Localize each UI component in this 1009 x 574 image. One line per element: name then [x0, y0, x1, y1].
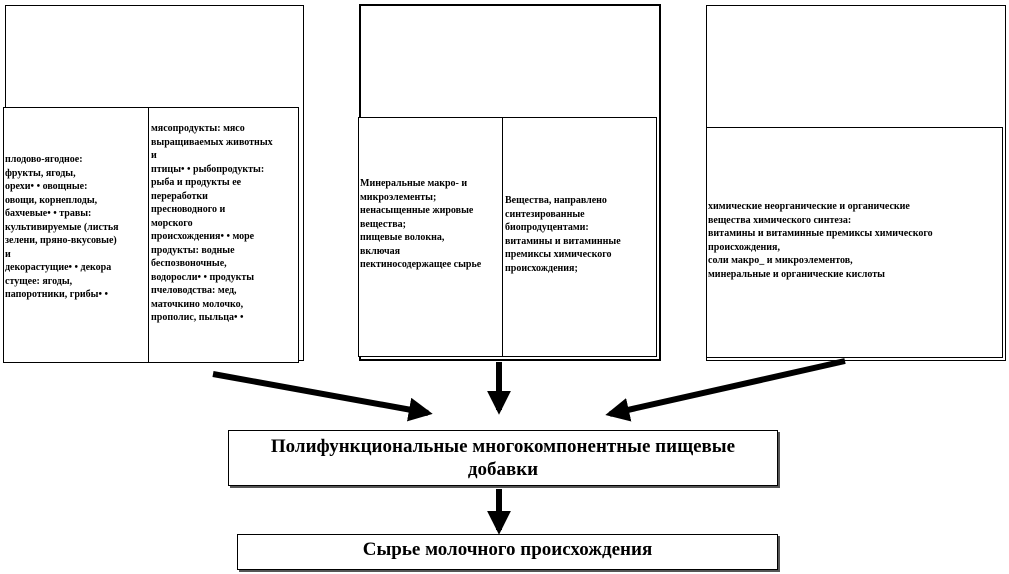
middle-group-minerals-text: Минеральные макро- и микроэлементы; ненасыщенные жировые вещества; пищевые волокна, включая пектиносодержащее сырье — [360, 178, 482, 270]
bottom-box-title: Сырье молочного происхождения — [362, 539, 653, 560]
right-group-chemical-text: химические неорганические и органические вещества химического синтеза: витамины и витаминные премиксы химического происхождения, соли макро_ и микроэлементов, минеральные и органические кислоты — [708, 201, 933, 280]
left-group-plant-text: плодово-ягодное: фрукты, ягоды, орехи• • овощные: овощи, корнеплоды, бахчевые• • травы: культивируемые (листья зелени, пряно-вкусовые) и декорастущие• • декора стущее: ягоды, папоротники, грибы• • — [5, 154, 119, 300]
center-box — [228, 430, 778, 486]
arrow-left-to-center — [213, 374, 428, 413]
center-box-title: Полифункциональные многокомпонентные пищевые добавки — [270, 436, 736, 480]
middle-group-biosynth-text: Вещества, направлено синтезированные биопродуцентами: витамины и витаминные премиксы химического происхождения; — [505, 195, 621, 274]
left-group-animal-text: мясопродукты: мясо выращиваемых животных и птицы• • рыбопродукты: рыба и продукты ее переработки пресноводного и морского происхождения• • море продукты: водные беспозвоночные, водоросли• • продукты пчеловодства: мед, маточкино молочко, прополис, пыльца• • — [151, 123, 273, 323]
bottom-box — [237, 534, 778, 570]
arrow-right-to-center — [610, 361, 845, 414]
